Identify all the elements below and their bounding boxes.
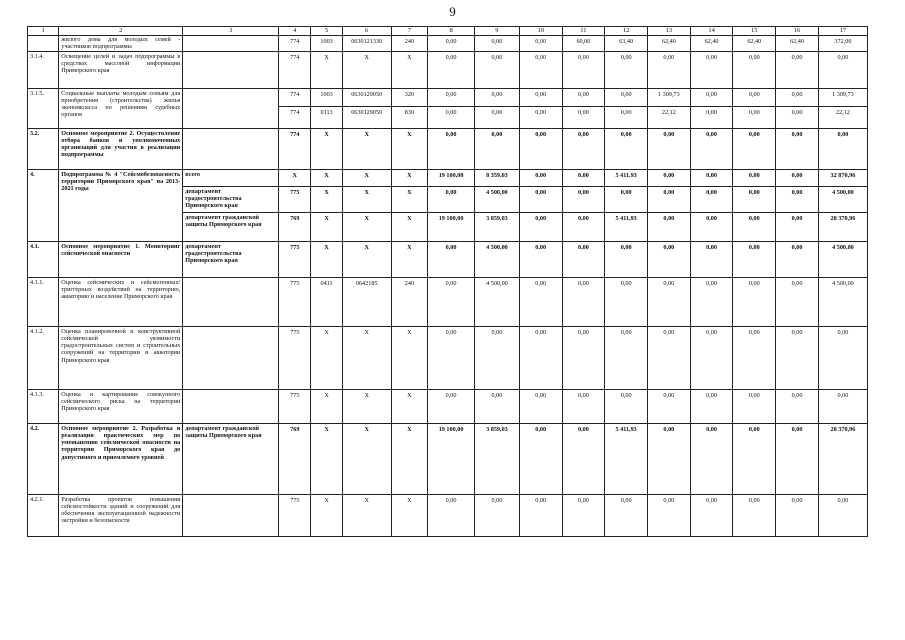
value-cell: X [342,242,391,278]
value-cell: 0,00 [733,107,776,129]
value-cell: 0,00 [562,170,605,187]
value-cell: 0,00 [818,495,867,537]
value-cell: 3 859,03 [475,424,520,495]
column-number: 15 [733,27,776,36]
value-cell: 0,00 [690,170,733,187]
value-cell: 775 [279,278,311,327]
column-number: 9 [475,27,520,36]
value-cell: 0,00 [647,213,690,242]
value-cell: X [342,129,391,170]
value-cell: 0,00 [605,187,648,213]
value-cell: 0,00 [776,129,819,170]
value-cell: 63,40 [605,36,648,52]
value-cell: 0,00 [562,278,605,327]
value-cell: X [311,187,342,213]
value-cell: 0,00 [605,107,648,129]
value-cell: 0,00 [647,327,690,390]
value-cell: 0642185 [342,278,391,327]
value-cell: X [311,424,342,495]
executor-cell: департамент гражданской защиты Приморского края [183,424,279,495]
value-cell: 1003 [311,36,342,52]
value-cell: 0,00 [519,242,562,278]
value-cell: 0,00 [776,278,819,327]
item-name: Оценка и картирование совокупного сейсмического риска на территории Приморского края [59,390,183,424]
value-cell: 4 500,00 [818,242,867,278]
value-cell: 1003 [311,89,342,107]
column-number: 12 [605,27,648,36]
executor-cell: всего [183,170,279,187]
value-cell: 1 309,73 [818,89,867,107]
value-cell: X [311,327,342,390]
item-name: Основное мероприятие 2. Осуществление отбора банков и уполномоченных организаций для участия в реализации подпрограммы [59,129,183,170]
value-cell: 0,00 [690,129,733,170]
item-name: Социальные выплаты молодым семьям для приобретения (строительства) жилья экономкласса по решениям судебных органов [59,89,183,129]
value-cell: X [391,52,427,89]
value-cell: 0,00 [475,495,520,537]
column-number: 16 [776,27,819,36]
value-cell: 0,00 [647,170,690,187]
executor-cell: департамент гражданской защиты Приморского края [183,213,279,242]
value-cell: 0630121330 [342,36,391,52]
value-cell: 0,00 [690,107,733,129]
value-cell: 0,00 [428,278,475,327]
item-name: Освещение целей и задач подпрограммы в средствах массовой информации Приморского края [59,52,183,89]
value-cell: 0,00 [562,129,605,170]
value-cell: 0,00 [605,495,648,537]
value-cell: 0,00 [428,187,475,213]
value-cell: 0,00 [647,278,690,327]
value-cell: 240 [391,36,427,52]
value-cell: X [311,213,342,242]
value-cell: 19 100,00 [428,213,475,242]
value-cell: 0,00 [776,424,819,495]
value-cell: 0,00 [519,129,562,170]
item-name: Основное мероприятие 2. Разработка и реализация практических мер по уменьшению сейсмической опасности на территории Приморского края до допустимого и приемлемого уровней [59,424,183,495]
value-cell: 0,00 [428,107,475,129]
value-cell: X [342,52,391,89]
value-cell: 19 100,00 [428,170,475,187]
value-cell: 0,00 [475,327,520,390]
value-cell: X [311,52,342,89]
value-cell: 0,00 [690,187,733,213]
value-cell: 0,00 [818,129,867,170]
value-cell: 0,00 [733,52,776,89]
value-cell: 0,00 [733,327,776,390]
value-cell: 0,00 [605,242,648,278]
value-cell: X [342,170,391,187]
column-number: 1 [28,27,59,36]
value-cell: X [391,327,427,390]
value-cell: X [311,129,342,170]
row-number: 4.1.1. [28,278,59,327]
value-cell: 0,00 [519,36,562,52]
value-cell: 0,00 [733,170,776,187]
value-cell: 0,00 [733,89,776,107]
value-cell: 0,00 [605,278,648,327]
value-cell: 0,00 [647,424,690,495]
row-number: 4.2. [28,424,59,495]
value-cell: X [311,170,342,187]
value-cell: 5 411,93 [605,424,648,495]
value-cell: 774 [279,107,311,129]
value-cell: 0,00 [519,424,562,495]
executor-cell [183,36,279,52]
table-row [28,390,868,424]
value-cell: 22,12 [818,107,867,129]
row-number [28,36,59,52]
value-cell: 62,40 [690,36,733,52]
value-cell: 0,00 [562,213,605,242]
table-row [28,327,868,390]
table-row [28,89,868,107]
value-cell: X [391,390,427,424]
value-cell: 0,00 [690,390,733,424]
table-row [28,495,868,537]
value-cell: 0,00 [647,52,690,89]
row-number: 3.2. [28,129,59,170]
value-cell: 0,00 [605,327,648,390]
value-cell: X [311,390,342,424]
value-cell: 4 500,00 [475,187,520,213]
value-cell: 0,00 [647,390,690,424]
table-row [28,36,868,52]
value-cell: 320 [391,89,427,107]
value-cell: 0,00 [733,278,776,327]
row-number: 3.1.4. [28,52,59,89]
item-name: Подпрограмма № 4 "Сейсмобезопасность территории Приморского края" на 2013-2021 годы [59,170,183,242]
value-cell: 775 [279,242,311,278]
value-cell: 0,00 [428,89,475,107]
value-cell: 0,00 [519,278,562,327]
value-cell: 0,00 [475,89,520,107]
value-cell: 0,00 [475,107,520,129]
value-cell: X [342,424,391,495]
value-cell: X [342,187,391,213]
value-cell: 8 359,03 [475,170,520,187]
value-cell: 4 500,00 [818,278,867,327]
value-cell: 62,40 [733,36,776,52]
table-row [28,242,868,278]
executor-cell [183,495,279,537]
value-cell: 1 309,73 [647,89,690,107]
value-cell: 19 100,00 [428,424,475,495]
value-cell: X [391,242,427,278]
value-cell: 0,00 [562,242,605,278]
value-cell: 0,00 [647,242,690,278]
column-number: 5 [311,27,342,36]
row-number: 4.1. [28,242,59,278]
value-cell: 0,00 [818,52,867,89]
value-cell: 0,00 [475,390,520,424]
executor-cell: департамент градостроительства Приморского края [183,187,279,213]
value-cell: 28 370,96 [818,213,867,242]
value-cell: 0,00 [776,390,819,424]
value-cell: 0,00 [647,495,690,537]
column-number: 11 [562,27,605,36]
value-cell: X [342,213,391,242]
table-row [28,129,868,170]
value-cell: X [342,390,391,424]
value-cell: 60,00 [562,36,605,52]
value-cell: 0,00 [428,52,475,89]
value-cell: 0,00 [605,129,648,170]
table-row [28,170,868,187]
value-cell: X [391,187,427,213]
value-cell: 775 [279,390,311,424]
value-cell: 0,00 [776,495,819,537]
value-cell: 0,00 [519,89,562,107]
budget-table [27,26,868,537]
column-number: 14 [690,27,733,36]
value-cell: 769 [279,213,311,242]
value-cell: 0411 [311,278,342,327]
value-cell: 0,00 [605,52,648,89]
page-number: 9 [449,4,456,19]
value-cell: 0,00 [690,278,733,327]
value-cell: 0,00 [519,107,562,129]
value-cell: 0,00 [647,129,690,170]
value-cell: 0630129050 [342,107,391,129]
item-name: Основное мероприятие 1. Мониторинг сейсмической опасности [59,242,183,278]
executor-cell [183,129,279,170]
executor-cell [183,327,279,390]
value-cell: 0,00 [562,107,605,129]
value-cell: 0,00 [733,213,776,242]
table-row [28,52,868,89]
column-number: 17 [818,27,867,36]
value-cell: 0,00 [733,129,776,170]
value-cell: 0,00 [647,187,690,213]
value-cell: 0,00 [776,327,819,390]
value-cell: 0,00 [733,390,776,424]
value-cell: X [342,327,391,390]
item-name: Разработка проектов повышения сейсмостойкости зданий и сооружений для обеспечения эксплуатационной надежности застройки и безопасности [59,495,183,537]
column-number: 2 [59,27,183,36]
value-cell: 0630129050 [342,89,391,107]
value-cell: X [391,495,427,537]
value-cell: X [311,495,342,537]
value-cell: 769 [279,424,311,495]
value-cell: 774 [279,52,311,89]
row-number: 4. [28,170,59,242]
value-cell: 62,40 [776,36,819,52]
value-cell: 0,00 [519,170,562,187]
value-cell: 22,12 [647,107,690,129]
value-cell: 0,00 [605,390,648,424]
column-number: 7 [391,27,427,36]
table-row [28,424,868,495]
value-cell: 240 [391,278,427,327]
value-cell: X [391,213,427,242]
value-cell: 0,00 [776,89,819,107]
executor-cell [183,52,279,89]
value-cell: 5 411,93 [605,170,648,187]
value-cell: 0,00 [776,170,819,187]
value-cell: 0,00 [776,213,819,242]
value-cell: 0,00 [428,390,475,424]
value-cell: 0,00 [690,213,733,242]
row-number: 3.1.5. [28,89,59,129]
value-cell: 0,00 [519,327,562,390]
value-cell: 0,00 [776,52,819,89]
value-cell: 4 500,00 [475,278,520,327]
row-number: 4.2.1. [28,495,59,537]
value-cell: 0,00 [562,424,605,495]
value-cell: 3 859,03 [475,213,520,242]
value-cell: 775 [279,187,311,213]
value-cell: 0,00 [562,495,605,537]
value-cell: 0,00 [428,36,475,52]
value-cell: 0,00 [562,327,605,390]
value-cell: 0,00 [690,242,733,278]
column-number: 3 [183,27,279,36]
value-cell: 28 370,96 [818,424,867,495]
value-cell: 0,00 [690,327,733,390]
column-number: 8 [428,27,475,36]
value-cell: 5 411,93 [605,213,648,242]
value-cell: 0,00 [519,187,562,213]
value-cell: 774 [279,36,311,52]
value-cell: 0,00 [475,129,520,170]
value-cell: X [279,170,311,187]
row-number: 4.1.2. [28,327,59,390]
value-cell: 0,00 [690,424,733,495]
item-name: Оценка сейсмических и сейсмогенных/триггерных воздействий на территорию, акваторию и население Приморского края [59,278,183,327]
value-cell: 0,00 [818,390,867,424]
value-cell: 0,00 [562,390,605,424]
value-cell: 0,00 [428,242,475,278]
value-cell: 0,00 [562,187,605,213]
value-cell: X [391,170,427,187]
value-cell: 774 [279,89,311,107]
value-cell: 0,00 [690,89,733,107]
value-cell: 0,00 [733,242,776,278]
column-number: 13 [647,27,690,36]
value-cell: 0,00 [519,52,562,89]
value-cell: 0,00 [605,89,648,107]
value-cell: 0,00 [818,327,867,390]
value-cell: 0113 [311,107,342,129]
value-cell: 4 500,00 [475,242,520,278]
value-cell: 0,00 [690,52,733,89]
value-cell: 372,00 [818,36,867,52]
item-name: жилого дома для молодых семей - участников подпрограммы [59,36,183,52]
value-cell: 0,00 [519,390,562,424]
value-cell: 0,00 [776,187,819,213]
value-cell: 0,00 [428,495,475,537]
executor-cell [183,278,279,327]
value-cell: 0,00 [733,187,776,213]
value-cell: 0,00 [519,213,562,242]
value-cell: X [391,129,427,170]
value-cell: 0,00 [519,495,562,537]
value-cell: 775 [279,327,311,390]
value-cell: 0,00 [733,495,776,537]
value-cell: 775 [279,495,311,537]
column-number: 10 [519,27,562,36]
value-cell: 0,00 [690,495,733,537]
executor-cell [183,89,279,129]
value-cell: 0,00 [428,129,475,170]
value-cell: 62,40 [647,36,690,52]
table-row [28,278,868,327]
value-cell: X [311,242,342,278]
value-cell: X [342,495,391,537]
value-cell: 774 [279,129,311,170]
column-number: 4 [279,27,311,36]
value-cell: X [391,424,427,495]
item-name: Оценка планировочной и конструктивной сейсмической уязвимости градостроительных систем и строительных сооружений на территории и акватории Приморского края [59,327,183,390]
value-cell: 0,00 [776,107,819,129]
value-cell: 0,00 [475,52,520,89]
value-cell: 32 870,96 [818,170,867,187]
value-cell: 0,00 [475,36,520,52]
value-cell: 0,00 [562,52,605,89]
value-cell: 4 500,00 [818,187,867,213]
value-cell: 0,00 [562,89,605,107]
row-number: 4.1.3. [28,390,59,424]
column-number-row [28,27,868,36]
value-cell: 0,00 [776,242,819,278]
executor-cell: департамент градостроительства Приморского края [183,242,279,278]
column-number: 6 [342,27,391,36]
value-cell: 830 [391,107,427,129]
value-cell: 0,00 [428,327,475,390]
value-cell: 0,00 [733,424,776,495]
executor-cell [183,390,279,424]
